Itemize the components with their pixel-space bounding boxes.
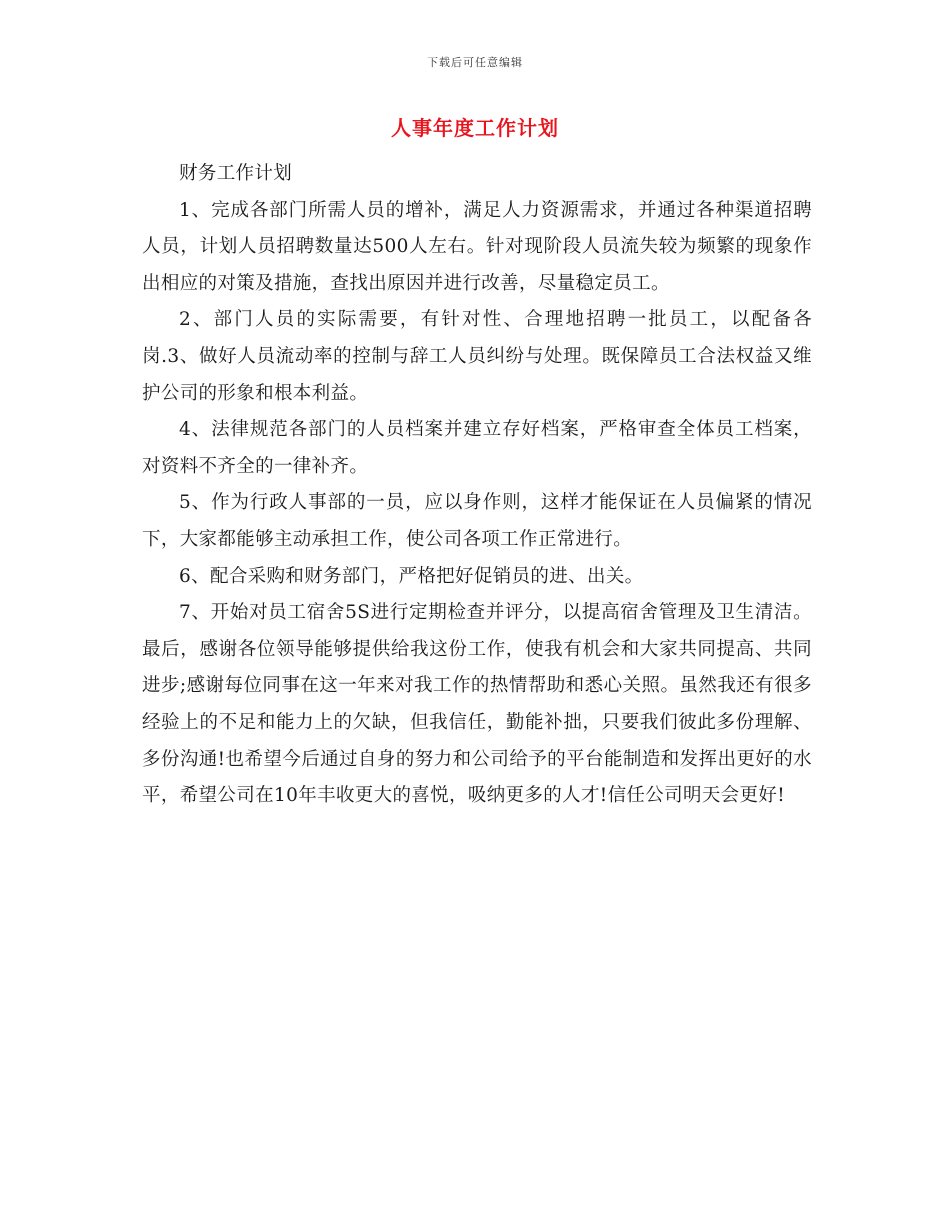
document-body [142, 156, 812, 815]
paragraph-2: 2、部门人员的实际需要，有针对性、合理地招聘一批员工，以配备各岗.3、做好人员流动率的控制与辞工人员纠纷与处理。既保障员工合法权益又维护公司的形象和根本利益。 [142, 309, 812, 404]
header-note: 下载后可任意编辑 [427, 56, 523, 69]
paragraph-1: 1、完成各部门所需人员的增补，满足人力资源需求，并通过各种渠道招聘人员，计划人员招聘数量达500人左右。针对现阶段人员流失较为频繁的现象作出相应的对策及措施，查找出原因并进行改善，尽量稳定员工。 [142, 199, 812, 294]
paragraph-4: 4、法律规范各部门的人员档案并建立存好档案，严格审查全体员工档案，对资料不齐全的一律补齐。 [142, 419, 812, 477]
paragraph-6: 6、配合采购和财务部门，严格把好促销员的进、出关。 [179, 565, 644, 587]
paragraph-7: 7、开始对员工宿舍5S进行定期检查并评分，以提高宿舍管理及卫生清洁。最后，感谢各位领导能够提供给我这份工作，使我有机会和大家共同提高、共同进步;感谢每位同事在这一年来对我工作的热情帮助和悉心关照。虽然我还有很多经验上的不足和能力上的欠缺，但我信任，勤能补拙，只要我们彼此多份理解、多份沟通!也希望今后通过自身的努力和公司给予的平台能制造和发挥出更好的水平，希望公司在10年丰收更大的喜悦，吸纳更多的人才!信任公司明天会更好! [142, 602, 812, 807]
section-heading: 财务工作计划 [179, 163, 293, 184]
paragraph-5: 5、作为行政人事部的一员，应以身作则，这样才能保证在人员偏紧的情况下，大家都能够主动承担工作，使公司各项工作正常进行。 [142, 492, 812, 550]
document-title: 人事年度工作计划 [391, 116, 559, 140]
